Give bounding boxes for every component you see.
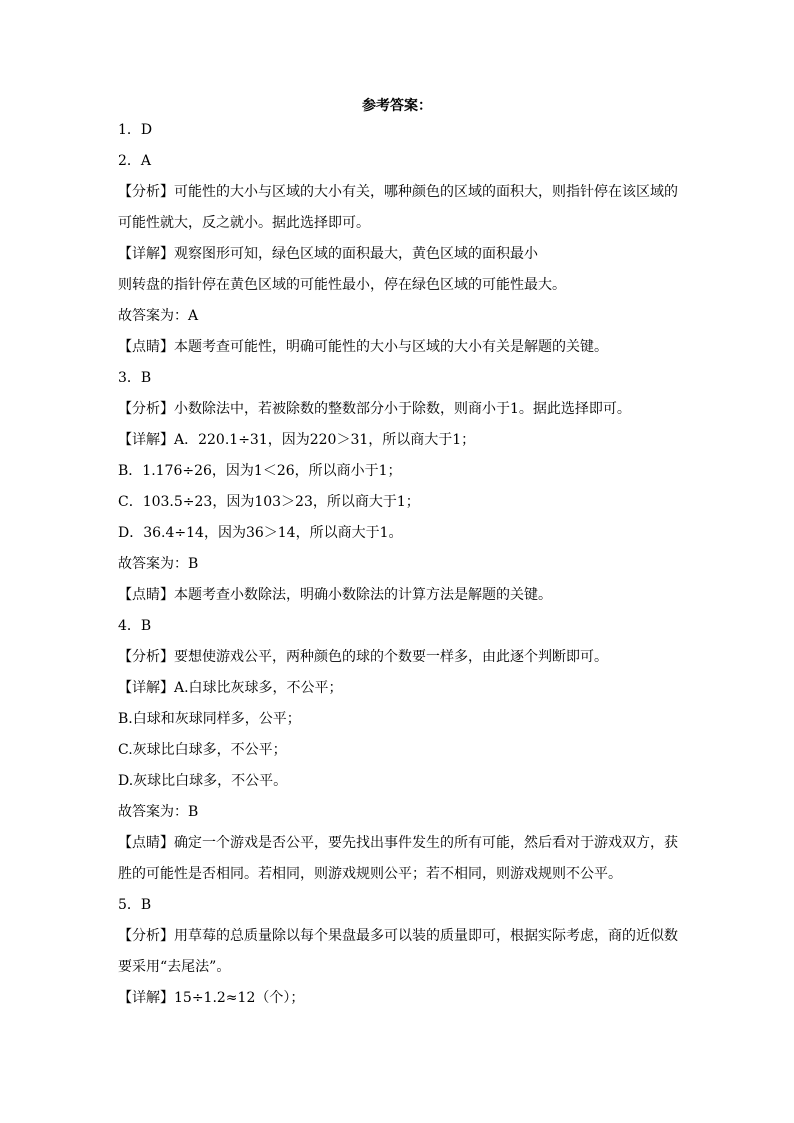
answer-line: 故答案为：B xyxy=(118,556,199,572)
answer-line: 【分析】可能性的大小与区域的大小有关，哪种颜色的区域的面积大，则指针停在该区域的 xyxy=(118,184,678,200)
answer-line: 要采用“去尾法”。 xyxy=(118,959,231,975)
answer-line: 【详解】A.白球比灰球多，不公平； xyxy=(118,680,343,696)
answer-line: 5．B xyxy=(118,897,152,913)
answer-line: 【点睛】本题考查可能性，明确可能性的大小与区域的大小有关是解题的关键。 xyxy=(118,339,608,355)
answer-line: 2．A xyxy=(118,153,152,169)
answer-line: 【详解】A．220.1÷31，因为220＞31，所以商大于1； xyxy=(118,432,476,448)
answer-line: 1．D xyxy=(118,122,153,138)
answer-line: C．103.5÷23，因为103＞23，所以商大于1； xyxy=(118,494,420,510)
answer-line: 【详解】15÷1.2≈12（个）； xyxy=(118,990,305,1006)
answer-content xyxy=(118,120,680,1019)
answer-line: 故答案为：B xyxy=(118,804,199,820)
answer-line: 胜的可能性是否相同。若相同，则游戏规则公平；若不相同，则游戏规则不公平。 xyxy=(118,866,622,882)
answer-line: B．1.176÷26，因为1＜26，所以商小于1； xyxy=(118,463,402,479)
page-title: 参考答案： xyxy=(362,98,432,114)
answer-line: 【分析】小数除法中，若被除数的整数部分小于除数，则商小于1。据此选择即可。 xyxy=(118,401,631,417)
answer-line: 【详解】观察图形可知，绿色区域的面积最大，黄色区域的面积最小 xyxy=(118,246,538,262)
answer-line: 可能性就大，反之就小。据此选择即可。 xyxy=(118,215,370,231)
answer-line: D．36.4÷14，因为36＞14，所以商大于1。 xyxy=(118,525,403,541)
answer-line: 4．B xyxy=(118,618,152,634)
answer-line: 【点睛】确定一个游戏是否公平，要先找出事件发生的所有可能，然后看对于游戏双方，获 xyxy=(118,835,678,851)
answer-line: 3．B xyxy=(118,370,152,386)
answer-line: 【点睛】本题考查小数除法，明确小数除法的计算方法是解题的关键。 xyxy=(118,587,552,603)
answer-line: 则转盘的指针停在黄色区域的可能性最小，停在绿色区域的可能性最大。 xyxy=(118,277,566,293)
answer-line: B.白球和灰球同样多，公平； xyxy=(118,711,301,727)
answer-line: 故答案为：A xyxy=(118,308,199,324)
answer-line: 【分析】要想使游戏公平，两种颜色的球的个数要一样多，由此逐个判断即可。 xyxy=(118,649,608,665)
answer-line: 【分析】用草莓的总质量除以每个果盘最多可以装的质量即可，根据实际考虑，商的近似数 xyxy=(118,928,678,944)
answer-line: D.灰球比白球多，不公平。 xyxy=(118,773,288,789)
answer-line: C.灰球比白球多，不公平； xyxy=(118,742,287,758)
